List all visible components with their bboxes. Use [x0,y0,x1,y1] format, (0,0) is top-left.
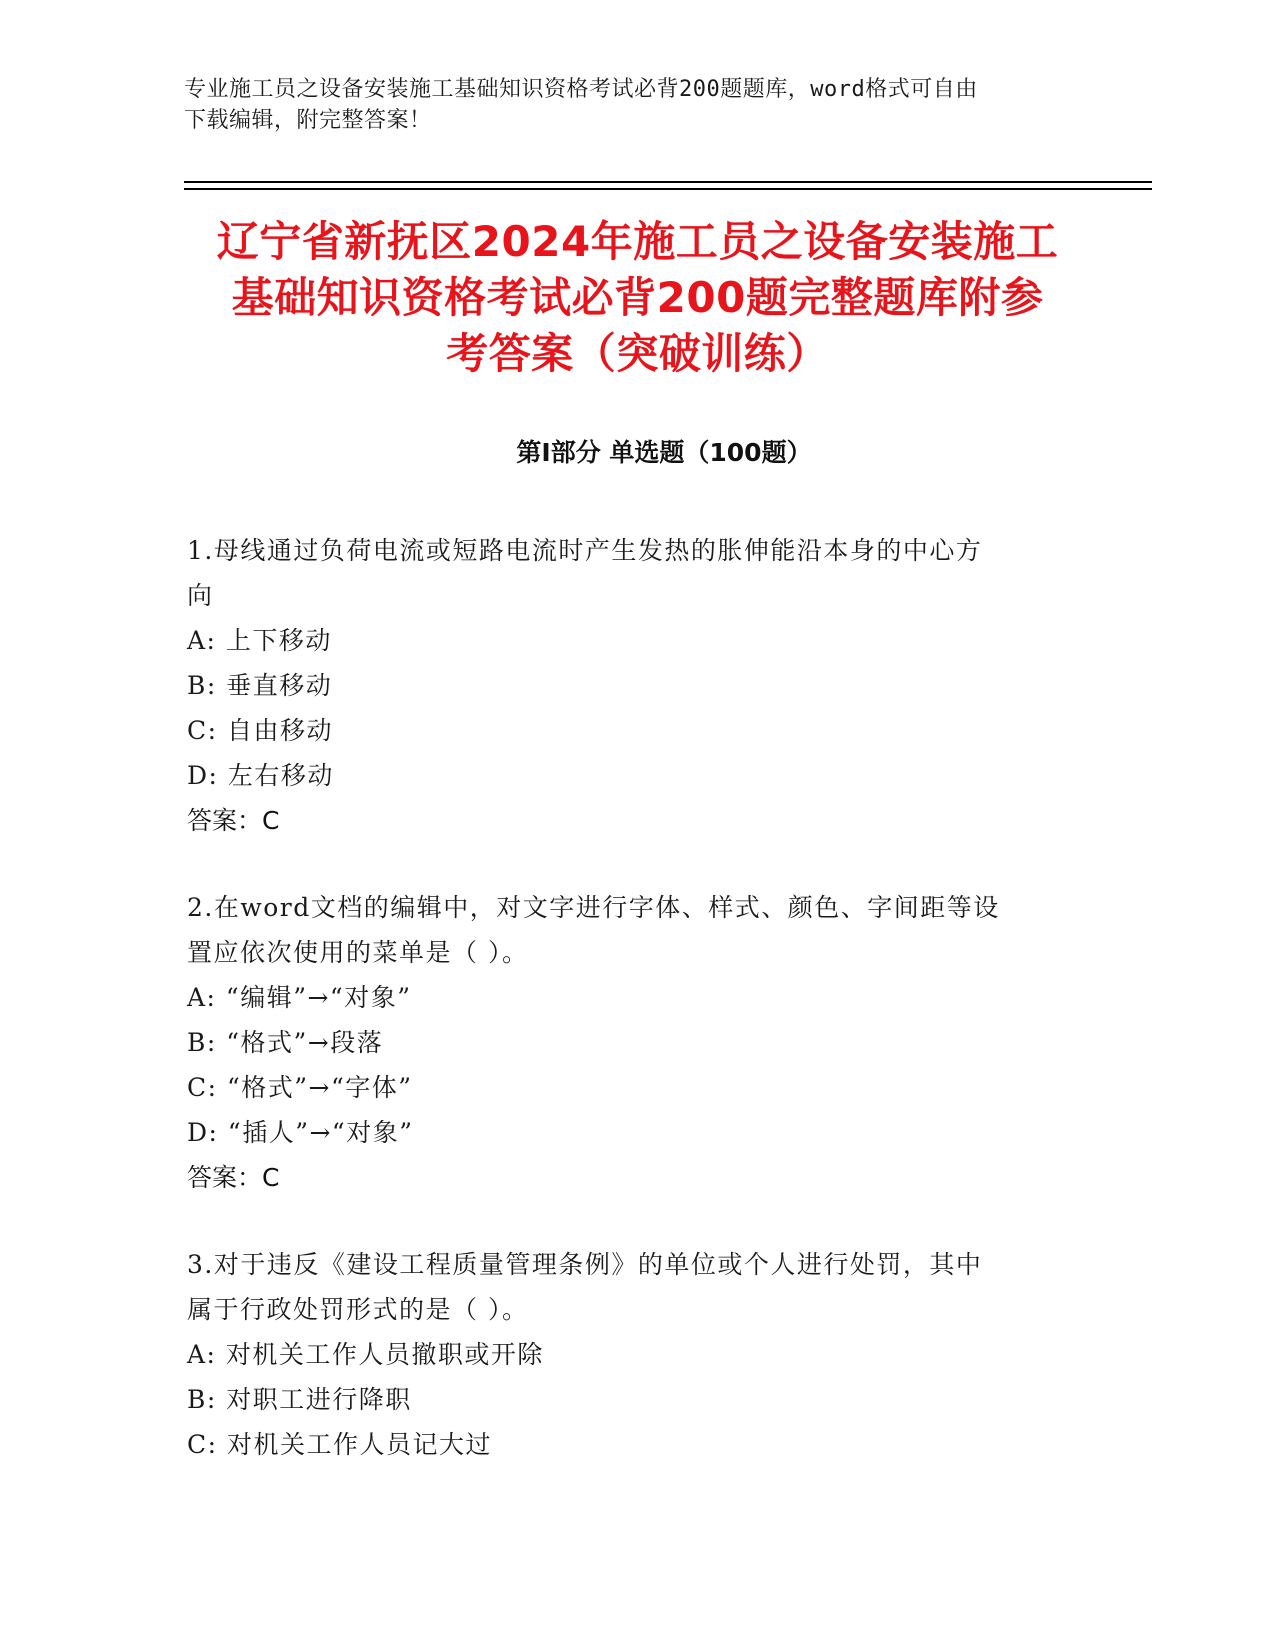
header-divider-thick [184,188,1152,190]
section-title: 第Ⅰ部分 单选题（100题） [516,438,812,467]
option-a: A: 对机关工作人员撤职或开除 [187,1340,544,1369]
question-stem-line-2: 属于行政处罚形式的是（ ）。 [187,1295,529,1324]
question-list [187,528,1087,1509]
option-b: B: “格式”→段落 [187,1028,384,1057]
question-stem [187,885,1087,975]
option-c: C: “格式”→“字体” [187,1073,413,1102]
header-note-line-1: 专业施工员之设备安装施工基础知识资格考试必背200题题库，word格式可自由 [184,77,978,102]
option-b: B: 对职工进行降职 [187,1385,412,1414]
option-a: A: 上下移动 [187,626,332,655]
question-stem-line-1: 1.母线通过负荷电流或短路电流时产生发热的胀伸能沿本身的中心方 [187,536,983,565]
question-stem-line-1: 2.在word文档的编辑中，对文字进行字体、样式、颜色、字间距等设 [187,893,1000,922]
header-note [184,74,1064,136]
question-3 [187,1242,1087,1467]
document-title [150,214,1125,382]
question-stem [187,1242,1087,1332]
option-a: A: “编辑”→“对象” [187,983,412,1012]
option-b: B: 垂直移动 [187,671,333,700]
question-stem [187,528,1087,618]
option-d: D: “插人”→“对象” [187,1118,414,1147]
option-d: D: 左右移动 [187,761,334,790]
question-1 [187,528,1087,843]
document-title-line-2: 基础知识资格考试必背200题完整题库附参 [231,273,1044,322]
question-stem-line-2: 向 [187,581,214,610]
header-note-line-2: 下载编辑，附完整答案！ [184,108,432,133]
document-title-line-3: 考答案（突破训练） [446,329,829,378]
question-2 [187,885,1087,1200]
question-stem-line-2: 置应依次使用的菜单是（ ）。 [187,938,529,967]
answer: 答案：C [187,806,280,835]
option-c: C: 对机关工作人员记大过 [187,1430,492,1459]
document-title-line-1: 辽宁省新抚区2024年施工员之设备安装施工 [216,217,1059,266]
answer: 答案：C [187,1163,280,1192]
header-divider-thin [184,181,1152,183]
option-c: C: 自由移动 [187,716,333,745]
question-stem-line-1: 3.对于违反《建设工程质量管理条例》的单位或个人进行处罚，其中 [187,1250,983,1279]
